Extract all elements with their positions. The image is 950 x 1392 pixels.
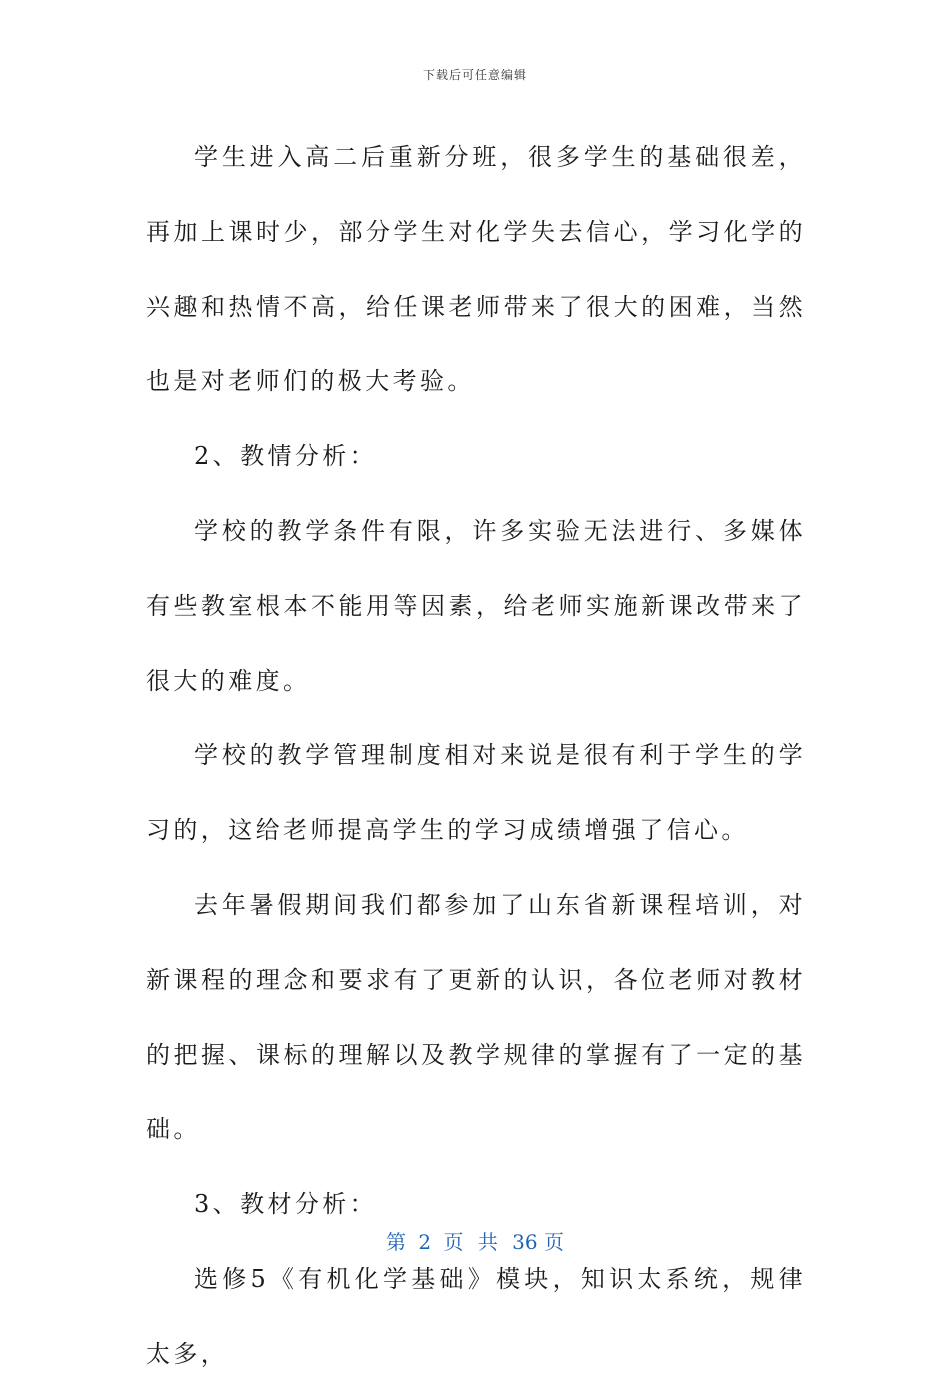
paragraph-textbook-module: 选修5《有机化学基础》模块，知识太系统，规律太多， [146,1264,806,1368]
footer-ye: 页 [443,1230,464,1254]
paragraph-training: 去年暑假期间我们都参加了山东省新课程培训，对新课程的理念和要求有了更新的认识，各位老师对教材的把握、课标的理解以及教学规律的掌握有了一定的基础。 [146,890,806,1144]
heading-teaching-analysis: 2、教情分析： [194,442,378,471]
paragraph-management-system: 学校的教学管理制度相对来说是很有利于学生的学习的，这给老师提高学生的学习成绩增强了信心。 [146,741,806,845]
document-body [146,120,806,1392]
heading-textbook-analysis: 3、教材分析： [194,1190,378,1219]
page-footer [0,1226,950,1255]
paragraph-teaching-conditions: 学校的教学条件有限，许多实验无法进行、多媒体有些教室根本不能用等因素，给老师实施新课改带来了很大的难度。 [146,516,806,695]
footer-di: 第 [386,1230,406,1254]
paragraph-student-analysis: 学生进入高二后重新分班，很多学生的基础很差，再加上课时少，部分学生对化学失去信心，学习化学的兴趣和热情不高，给任课老师带来了很大的困难，当然也是对老师们的极大考验。 [146,143,806,396]
footer-ye-end: 页 [543,1230,564,1254]
page-header: 下载后可任意编辑 [422,68,527,82]
footer-page-number: 2 [418,1230,432,1254]
footer-gong: 共 [477,1230,498,1254]
footer-total-pages: 36 [512,1230,538,1254]
